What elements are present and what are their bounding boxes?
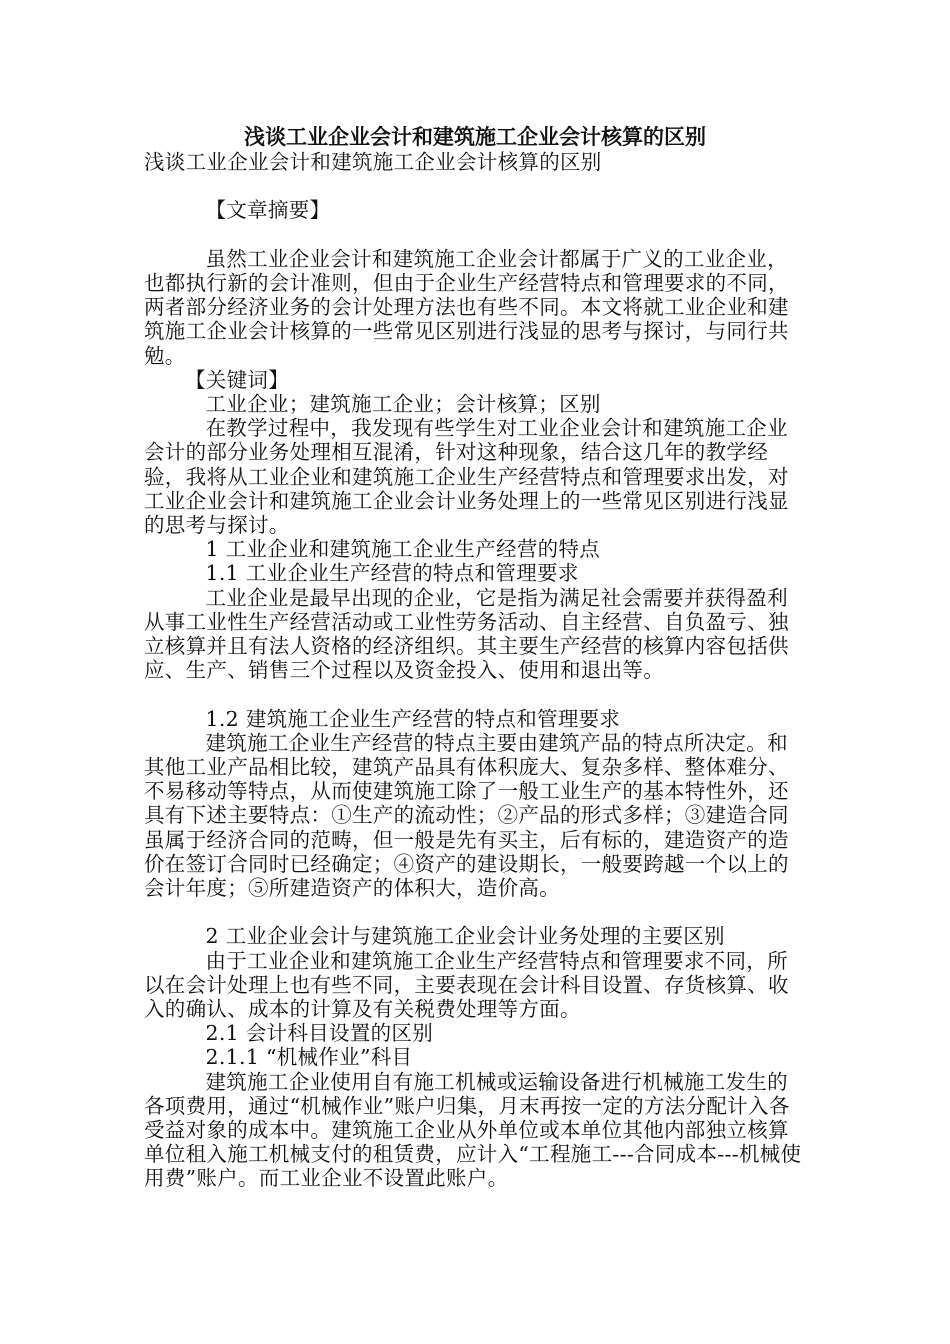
- section-1-1-heading: 1.1 工业企业生产经营的特点和管理要求: [205, 561, 579, 586]
- abstract-paragraph: 虽然工业企业会计和建筑施工企业会计都属于广义的工业企业，也都执行新的会计准则，但由于企业生产经营特点和管理要求的不同，两者部分经济业务的会计处理方法也有些不同。本文将就工业企业和建筑施工企业会计核算的一些常见区别进行浅显的思考与探讨，与同行共勉。: [144, 246, 789, 368]
- spacer: [144, 223, 804, 247]
- spacer: [144, 174, 804, 198]
- section-1-2-heading: 1.2 建筑施工企业生产经营的特点和管理要求: [205, 706, 621, 731]
- abstract-heading: 【文章摘要】: [205, 198, 331, 223]
- document-body: [144, 150, 804, 1191]
- spacer: [144, 682, 804, 706]
- section-2-paragraph: 由于工业企业和建筑施工企业生产经营特点和管理要求不同，所以在会计处理上也有些不同，主要表现在会计科目设置、存货核算、收入的确认、成本的计算及有关税费处理等方面。: [144, 948, 789, 1022]
- keywords-text: 工业企业；建筑施工企业；会计核算；区别: [205, 392, 601, 416]
- section-2-heading: 2 工业企业会计与建筑施工企业会计业务处理的主要区别: [205, 924, 725, 949]
- document-subtitle: 浅谈工业企业会计和建筑施工企业会计核算的区别: [144, 150, 602, 174]
- intro-paragraph: 在教学过程中，我发现有些学生对工业企业会计和建筑施工企业会计的部分业务处理相互混淆，针对这种现象，结合这几年的教学经验，我将从工业企业和建筑施工企业生产经营特点和管理要求出发，对工业企业会计和建筑施工企业会计业务处理上的一些常见区别进行浅显的思考与探讨。: [144, 416, 789, 538]
- section-2-1-1-heading: 2.1.1 “机械作业”科目: [205, 1045, 413, 1070]
- section-1-1-paragraph: 工业企业是最早出现的企业，它是指为满足社会需要并获得盈利从事工业性生产经营活动或工业性劳务活动、自主经营、自负盈亏、独立核算并且有法人资格的经济组织。其主要生产经营的核算内容包括供应、生产、销售三个过程以及资金投入、使用和退出等。: [144, 585, 789, 683]
- section-1-2-paragraph: 建筑施工企业生产经营的特点主要由建筑产品的特点所决定。和其他工业产品相比较，建筑产品具有体积庞大、复杂多样、整体难分、不易移动等特点，从而使建筑施工除了一般工业生产的基本特性外，还具有下述主要特点：①生产的流动性；②产品的形式多样；③建造合同虽属于经济合同的范畴，但一般是先有买主，后有标的，建造资产的造价在签订合同时已经确定；④资产的建设期长，一般要跨越一个以上的会计年度；⑤所建造资产的体积大，造价高。: [144, 730, 789, 901]
- spacer: [144, 900, 804, 924]
- section-2-1-heading: 2.1 会计科目设置的区别: [205, 1021, 434, 1046]
- document-title: 浅谈工业企业会计和建筑施工企业会计核算的区别: [244, 124, 706, 149]
- section-1-heading: 1 工业企业和建筑施工企业生产经营的特点: [205, 537, 601, 562]
- section-2-1-1-paragraph: 建筑施工企业使用自有施工机械或运输设备进行机械施工发生的各项费用，通过“机械作业”账户归集，月末再按一定的方法分配计入各受益对象的成本中。建筑施工企业从外单位或本单位其他内部独立核算单位租入施工机械支付的租赁费，应计入“工程施工---合同成本---机械使用费”账户。而工业企业不设置此账户。: [144, 1069, 802, 1191]
- keywords-heading: 【关键词】: [185, 367, 289, 392]
